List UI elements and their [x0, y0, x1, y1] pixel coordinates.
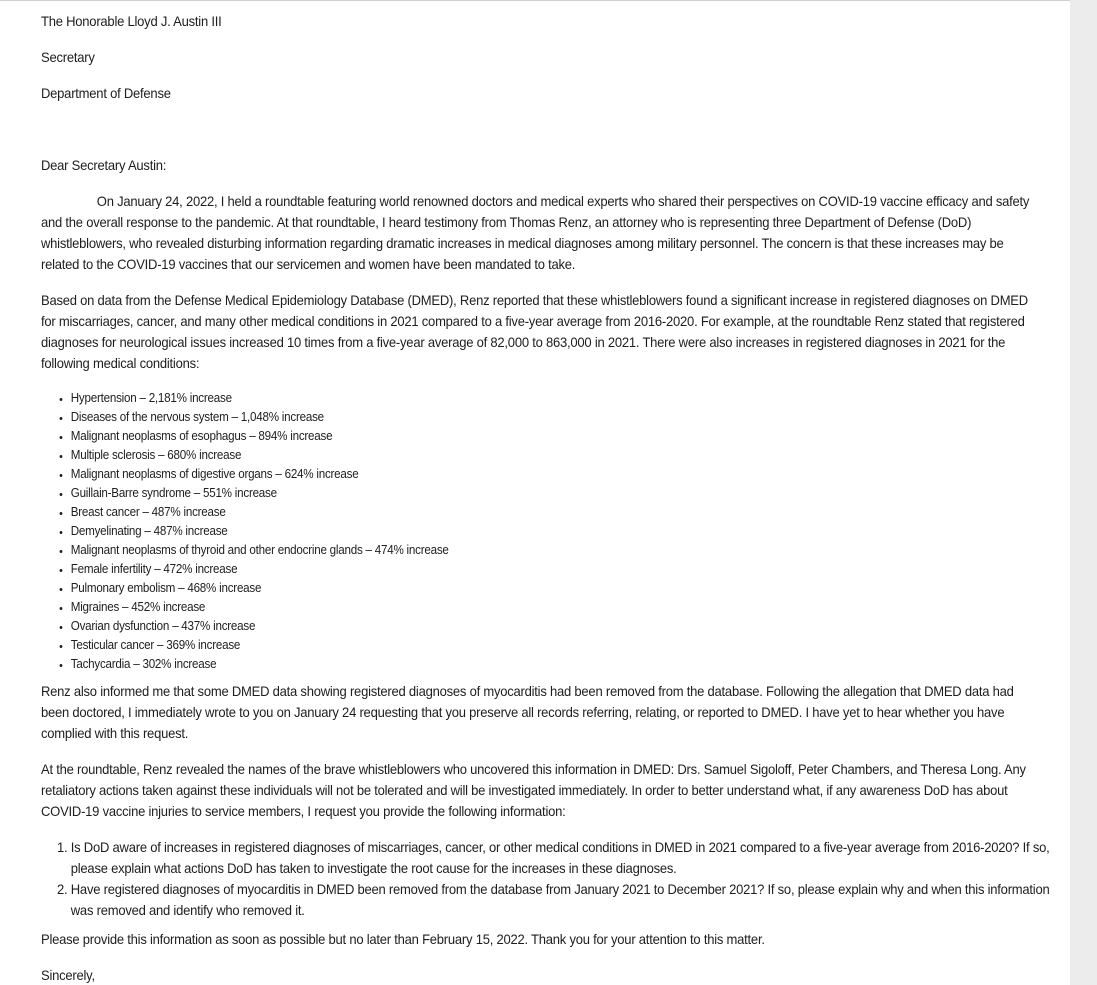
- paragraph-roundtable-text: On January 24, 2022, I held a roundtable featuring world renowned doctors and medical experts who shared their perspectives on COVID-19 vaccine efficacy and safety and the overall response to the pandemic. At that roundtable, I heard testimony from Thomas Renz, an attorney who is representing three Department of Defense (DoD) whistleblowers, who revealed disturbing information regarding dramatic increases in medical diagnoses among military personnel. The concern is that these increases may be related to the COVID-19 vaccines that our servicemen and women have been mandated to take.: [41, 193, 1030, 272]
- list-item: • Demyelinating – 487% increase: [71, 522, 449, 541]
- paragraph-roundtable: [41, 191, 1031, 275]
- paragraph-whistleblowers: At the roundtable, Renz revealed the names of the brave whistleblowers who uncovered this information in DMED: Drs. Samuel Sigoloff, Peter Chambers, and Theresa Long. Any retaliatory actions taken against these individuals will not be tolerated and will be investigated immediately. In order to better understand what, if any awareness DoD has about COVID-19 vaccine injuries to service members, I request you provide the following information:: [41, 761, 1026, 819]
- list-item: • Diseases of the nervous system – 1,048% increase: [71, 408, 449, 427]
- list-item: • Multiple sclerosis – 680% increase: [71, 446, 449, 465]
- recipient-name: The Honorable Lloyd J. Austin III: [41, 13, 222, 29]
- list-item: • Malignant neoplasms of esophagus – 894% increase: [71, 427, 449, 446]
- list-item: • Guillain-Barre syndrome – 551% increase: [71, 484, 449, 503]
- scrollbar-track[interactable]: [1070, 0, 1097, 985]
- conditions-list: [41, 389, 449, 674]
- list-item: • Testicular cancer – 369% increase: [71, 636, 449, 655]
- list-item: • Migraines – 452% increase: [71, 598, 449, 617]
- list-item: • Hypertension – 2,181% increase: [71, 389, 449, 408]
- list-item: • Female infertility – 472% increase: [71, 560, 449, 579]
- paragraph-dmed-data: Based on data from the Defense Medical Epidemiology Database (DMED), Renz reported that these whistleblowers found a significant increase in registered diagnoses on DMED for miscarriages, cancer, and many other medical conditions in 2021 compared to a five-year average from 2016-2020. For example, at the roundtable Renz stated that registered diagnoses for neurological issues increased 10 times from a five-year average of 82,000 to 863,000 in 2021. There were also increases in registered diagnoses in 2021 for the following medical conditions:: [41, 292, 1028, 371]
- paragraph-myocarditis: Renz also informed me that some DMED data showing registered diagnoses of myocarditis had been removed from the database. Following the allegation that DMED data had been doctored, I immediately wrote to you on January 24 requesting that you preserve all records referring, relating, or reported to DMED. I have yet to hear whether you have complied with this request.: [41, 683, 1014, 741]
- closing: Sincerely,: [41, 967, 95, 983]
- salutation: Dear Secretary Austin:: [41, 157, 167, 173]
- list-item: • Ovarian dysfunction – 437% increase: [71, 617, 449, 636]
- recipient-department: Department of Defense: [41, 85, 171, 101]
- request-item: 1. Is DoD aware of increases in registered diagnoses of miscarriages, cancer, or other medical conditions in DMED in 2021 compared to a five-year average from 2016-2020? If so, please explain what actions DoD has taken to investigate the root cause for the increases in these diagnoses.: [71, 837, 1061, 879]
- request-item: 2. Have registered diagnoses of myocarditis in DMED been removed from the database from January 2021 to December 2021? If so, please explain why and when this information was removed and identify who removed it.: [71, 879, 1061, 921]
- list-item: • Tachycardia – 302% increase: [71, 655, 449, 674]
- list-item: • Malignant neoplasms of digestive organs – 624% increase: [71, 465, 449, 484]
- list-item: • Breast cancer – 487% increase: [71, 503, 449, 522]
- paragraph-deadline: Please provide this information as soon as possible but no later than February 15, 2022. Thank you for your attention to this matter.: [41, 931, 765, 947]
- recipient-title: Secretary: [41, 49, 95, 65]
- requests-list: [41, 837, 1060, 921]
- list-item: • Malignant neoplasms of thyroid and other endocrine glands – 474% increase: [71, 541, 449, 560]
- list-item: • Pulmonary embolism – 468% increase: [71, 579, 449, 598]
